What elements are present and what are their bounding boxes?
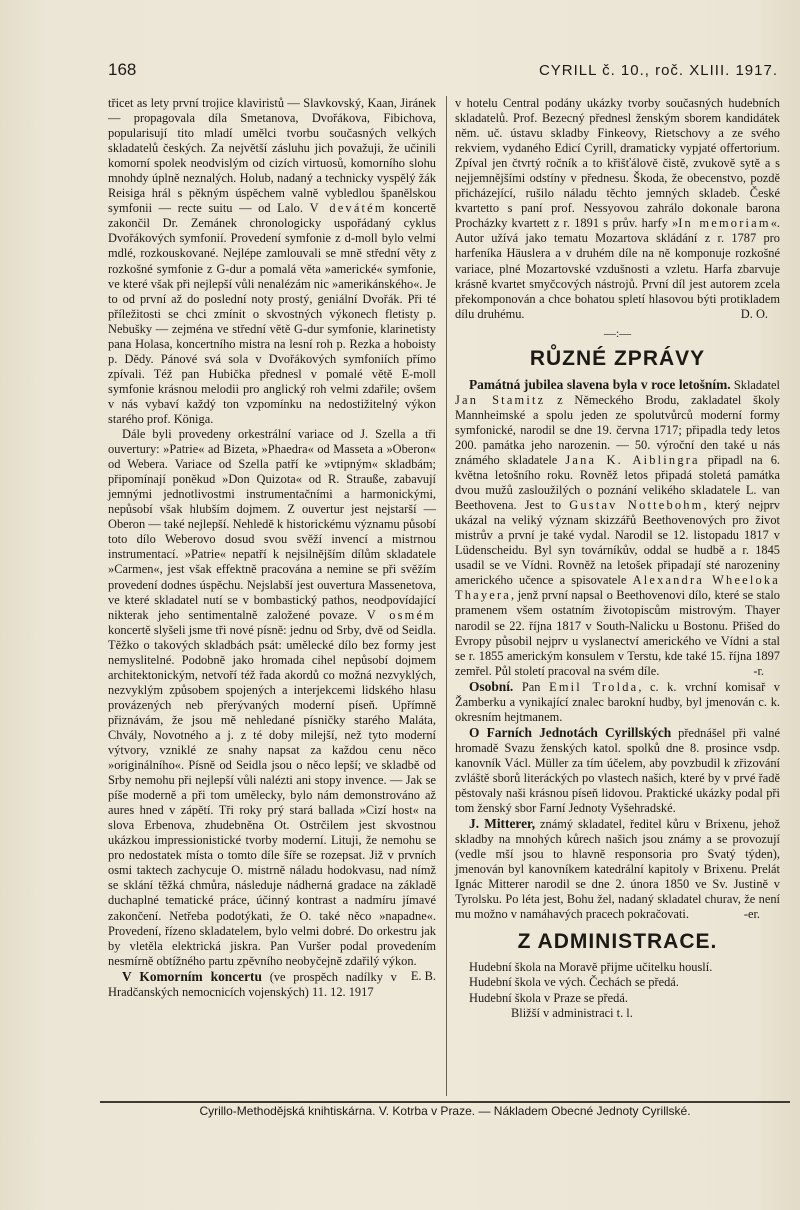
right-p1-rest: «. Autor užívá jako tematu Mozartova skládání z r. 1787 pro harfeníka Häuslera a v druhém díle na ně komponuje rozkošné variace, plné Mozartovské vzdušnosti a vzletu. Harfa zbarvuje krásně kvartet smyčcových nástrojů. První díl jest autorem zcela překomponován a chce bohatou spletí hlasovou býti protikladem dílu druhému. bbox=[455, 216, 780, 321]
right-paragraph-1 bbox=[455, 96, 780, 322]
name-trolda: Emil Trolda bbox=[549, 679, 639, 694]
news-item-farni-jednoty bbox=[455, 725, 780, 816]
left-p2a: Dále byli provedeny orkestrální variace od J. Szella a tři ouvertury: »Patrie« ad Bizeta, »Phaedra« od Masseta a »Oberon« od Webera. Variace od Szella patří ke »vtipným« skladbám; připomínají poněkud »Don Quizota« od R. Strauße, zabavují jemnými jednotlivostmi instrumentačními a harmonickými, nepůsobí však hlubším dojmem. Z ouvertur jest nejstarší — Oberon — také nejlepší. Nehledě k historickému významu působí toto dílo Weberovo dosud svou svěží invencí a mistrnou instrumentací. »Patrie« nepatří k nejsilnějším dílům skladatele »Carmen«, jest však effektně pracována a nemine se při svěžím provedení dodnes úspěchu. Nejslabší jest ouvertura Massenetova, ve které skladatel nutí se v bombastický pathos, neodpovídající nikterak jeho sentimentalně založené povaze. bbox=[108, 427, 436, 622]
left-p2-signature: E. B. bbox=[410, 968, 436, 983]
administrace-list bbox=[455, 960, 780, 1020]
news-jubilea-lead: Památná jubilea slavena byla v roce letošním. bbox=[469, 376, 731, 392]
right-column bbox=[455, 96, 780, 1021]
footer-rule bbox=[100, 1101, 790, 1103]
left-p1-text: třicet as lety první trojice klaviristů — Slavkovský, Kaan, Jiránek — propagovala díla Smetanova, Dvořákova, Fibichova, popularisují tito mladí umělci tvorbu současných velkých skladatelů českých. Za největší zásluhu jich považuji, že učinili komorní spolek neodvislým od cizích virtuosů, komorního slohu mnohdy úplně neznalých. Holub, nadaný a technicky vyspělý žák Reisiga hrál s pěkným úspěchem valně vybledlou španělskou symfonii — recte suitu — od Lalo. bbox=[108, 96, 436, 216]
left-p3-rest: (ve prospěch nadílky v Hradčanských nemocnicích vojenských) 11. 12. 1917 bbox=[108, 969, 397, 999]
left-p3-lead: V Komorním koncertu bbox=[122, 968, 262, 984]
news-osobni-lead: Osobní. bbox=[469, 678, 514, 694]
news-mitterer-lead: J. Mitterer, bbox=[469, 816, 536, 832]
left-paragraph-1 bbox=[108, 96, 436, 427]
news-jubilea-text-a: Skladatel bbox=[730, 377, 780, 392]
name-stamitz: Jan Stamitz bbox=[455, 392, 546, 407]
admin-item: Hudební škola v Praze se předá. bbox=[469, 990, 628, 1005]
news-farni-lead: O Farních Jednotách Cyrillských bbox=[469, 724, 672, 740]
name-nottebohm: Gustav Nottebohm bbox=[569, 498, 704, 513]
section-separator: —:— bbox=[603, 325, 632, 340]
news-jubilea-text-d: , který nejprv ukázal na veliký význam skizzářů Beethovenových pro život mistrův a první je také vydal. Narodil se 12. listopadu 1817 v Lüdenscheidu. Byl syn továrníkův, oddal se hudbě a r. 1845 usadil se ve Vídni. Rovněž na letošek připadají sté narozeniny amerického učence a spisovatele bbox=[455, 498, 780, 588]
left-p1-rest: koncertě zakončil Dr. Zemánek chronologicky uspořádaný cyklus Dvořákových symfonií. Provedení symfonie z d-moll bylo velmi mdlé, rozkouskované. Nejlépe zamlouvali se mně střední věty z rozkošné symfonie z G-dur a pomalá věta »americké« symfonie, ve které však při nejlepší vůli nenalézám nic »amerikánského«. Je to od první až do poslední noty prostý, geniální Dvořák. Při té příležitosti se chci zmínit o skvostných výkonech fletisty p. Nebušky — zejména ve střední větě G-dur symfonie, klarinetisty pana Holasa, koncertního mistra na lesní roh p. Rezka a hoboisty p. Dědy. Pánové svá sola v Dvořákových symfoniích přímo zpívali. Též pan Hubička přednesl v pomalé větě E-moll symfonie krásnou melodii pro anglický roh velmi zdařile; ovšem v nás vybaví každý ton vzpomínku na nedostižitelný výkon starého prof. Königa. bbox=[108, 201, 436, 426]
right-p1-emphasis: In memoriam bbox=[678, 216, 771, 231]
news-mitterer-text: známý skladatel, ředitel kůru v Brixenu, jehož skladby na mnohých kůrech našich jsou známy a se provozují (vedle mší jsou to hlavně responsoria pro Svatý týden), jmenován byl kanovníkem katedrální kapitoly v Brixenu. Prelát Ignác Mitterer narodil se dne 2. února 1850 ve Sv. Justině v Tyrolsku. Po léta jest, Bohu žel, nadaný skladatel churav, že není mu možno v namáhavých pracech pokračovati. bbox=[455, 817, 780, 922]
printer-imprint: Cyrillo-Methodějská knihtiskárna. V. Kotrba v Praze. — Nákladem Obecné Jednoty Cyrillské. bbox=[199, 1104, 691, 1118]
right-p1-signature: D. O. bbox=[740, 306, 768, 321]
section-title-administrace: Z ADMINISTRACE. bbox=[517, 930, 718, 954]
page-number: 168 bbox=[108, 60, 137, 79]
admin-item: Hudební škola ve vých. Čechách se předá. bbox=[469, 975, 679, 990]
news-jubilea-signature: -r. bbox=[753, 663, 764, 678]
news-mitterer-signature: -er. bbox=[743, 907, 760, 922]
left-p1-emphasis: V devátém bbox=[309, 201, 387, 216]
section-title-ruzne-zpravy: RŮZNÉ ZPRÁVY bbox=[529, 346, 706, 370]
running-head: CYRILL č. 10., roč. XLIII. 1917. bbox=[538, 62, 778, 79]
left-paragraph-3 bbox=[108, 969, 436, 1000]
news-osobni-text-b: , c. k. vrchní komisař v Žamberku a vynikající znalec barokní hudby, byl jmenován c. k. okresním hejtmanem. bbox=[455, 679, 780, 724]
news-item-osobni bbox=[455, 679, 780, 725]
name-thayer: Alexandra Wheeloka Thayera bbox=[455, 573, 780, 603]
news-item-mitterer bbox=[455, 816, 780, 922]
admin-item: Bližší v administraci t. l. bbox=[511, 1005, 633, 1020]
news-jubilea-text-b: z Německého Brodu, zakladatel školy Mannheimské a spolu jeden ze spolutvůrců moderní formy symfonické, narodil se dne 19. června 1717; připadla tedy letos 200. památka jeho narozenin. — 50. výroční den také u nás známého skladatele bbox=[455, 392, 780, 467]
left-column bbox=[108, 96, 436, 1000]
left-p2-emphasis: V osmém bbox=[366, 607, 436, 622]
admin-item: Hudební škola na Moravě přijme učitelku houslí. bbox=[469, 960, 713, 975]
right-p1-text: v hotelu Central podány ukázky tvorby současných hudebních skladatelů. Prof. Bezecný přednesl ženským sborem kandidátek něm. uč. ústavu skladby Finkeovy, Rietschovy a ze svého rekviem, vydaného Edicí Cyrill, dramaticky vypjaté offertorium. Zpíval jen čtvrtý ročník a to křišťálově čistě, zvukově sytě a s nejjemnějšími odstíny v přednesu. Škoda, že obecenstvo, pozdě přicházející, rušilo náladu těchto jemných skladeb. České kvartetto s paní prof. Nessyovou zahrálo dokonale barona Procházky kvartett z r. 1891 s prův. harfy » bbox=[455, 96, 780, 231]
news-jubilea-text-c: připadl na 6. května letošního roku. Rovněž letos připadá stoletá památka dvou mužů zasloužilých o poznání velikého skladatele L. van Beethovena. Jest to bbox=[455, 452, 780, 513]
left-p2b: koncertě slyšeli jsme tři nové písně: jednu od Srby, dvě od Seidla. Těžko o takových skladbách psát: umělecké dílo bez formy jest nemyslitelné. Podobně jako hromada cihel nepůsobí dojmem architektonickým, netvoří též řada akordů co možná nezvyklých, nezvyklým způsobem spojených a interjekcemi lidského hlasu provázených neb přerývaných moderní píseň. Upřímně přiznávám, že jsou mě nehledané písničky starého Maláta, Chvály, Novotného a j. z té doby milejší, než tyto moderní výtvory, vzniklé ze snahy napsat za každou cenu něco »originálního«. Písně od Seidla jsou o něco lepší; ve skladbě od Srby nemohu při nejlepší vůli nalézti ani stopy invence. — Jak se píše moderně a při tom umělecky, bylo nám demonstrováno až aures hned v zápětí. Tři roky prý stará ballada »Cizí host« na slova Erbenova, zhudebněna Ot. Ostrčilem jest skvostnou ukázkou impressionistické tvorby moderní. Lituji, že nemohu se pro nedostatek místa o tomto díle šíře se rozepsat. Již v prvních osmi taktech zachycuje O. mistrně náladu hodokvasu, nad nímž se sklání těžká chmůra, následuje nádherná gradace na základě duchaplné tematické práce, účinný kontrast a nadmíru jímavé zakončení. Netřeba podotýkati, že O. také něco »napadne«. Provedení, řízeno skladatelem, bylo velmi dobré. Do orkestru jak by vletěla elektrická jiskra. Pan Vuršer podal provedením nesmírně obtížného partu zpěvního neobyčejně zdařilý výkon. bbox=[108, 622, 436, 968]
news-jubilea-text-e: , jenž první napsal o Beethovenovi dílo, které se stalo pramenem všem ostatním životopiscům mistrovým. Thayer narodil se 22. října 1817 v South-Nalicku u Bostonu. Přišed do Evropy působil nejprv u vyslanectví amerického ve Vídni a stal se r. 1855 americkým konsulem v Terstu, kde také 15. října 1897 zemřel. Půl století pracoval na svém díle. bbox=[455, 588, 780, 678]
column-divider bbox=[446, 96, 447, 1096]
name-aiblinger: Jana K. Aiblingra bbox=[565, 452, 700, 467]
page-header bbox=[108, 60, 778, 84]
news-farni-text: přednášel při valné hromadě Svazu ženských katol. spolků dne 8. prosince vsdp. kanovník Václ. Müller za tím účelem, aby povzbudil k zřizování zvláště sborů literáckých po vlastech našich, které by v prvé řadě pěstovaly naši krásnou píseň lidovou. Praktické ukázky podal při tom ženský sbor Farní Jednoty Vyšehradské. bbox=[455, 725, 780, 816]
news-item-jubilea bbox=[455, 377, 780, 679]
news-osobni-text-a: Pan bbox=[513, 679, 550, 694]
